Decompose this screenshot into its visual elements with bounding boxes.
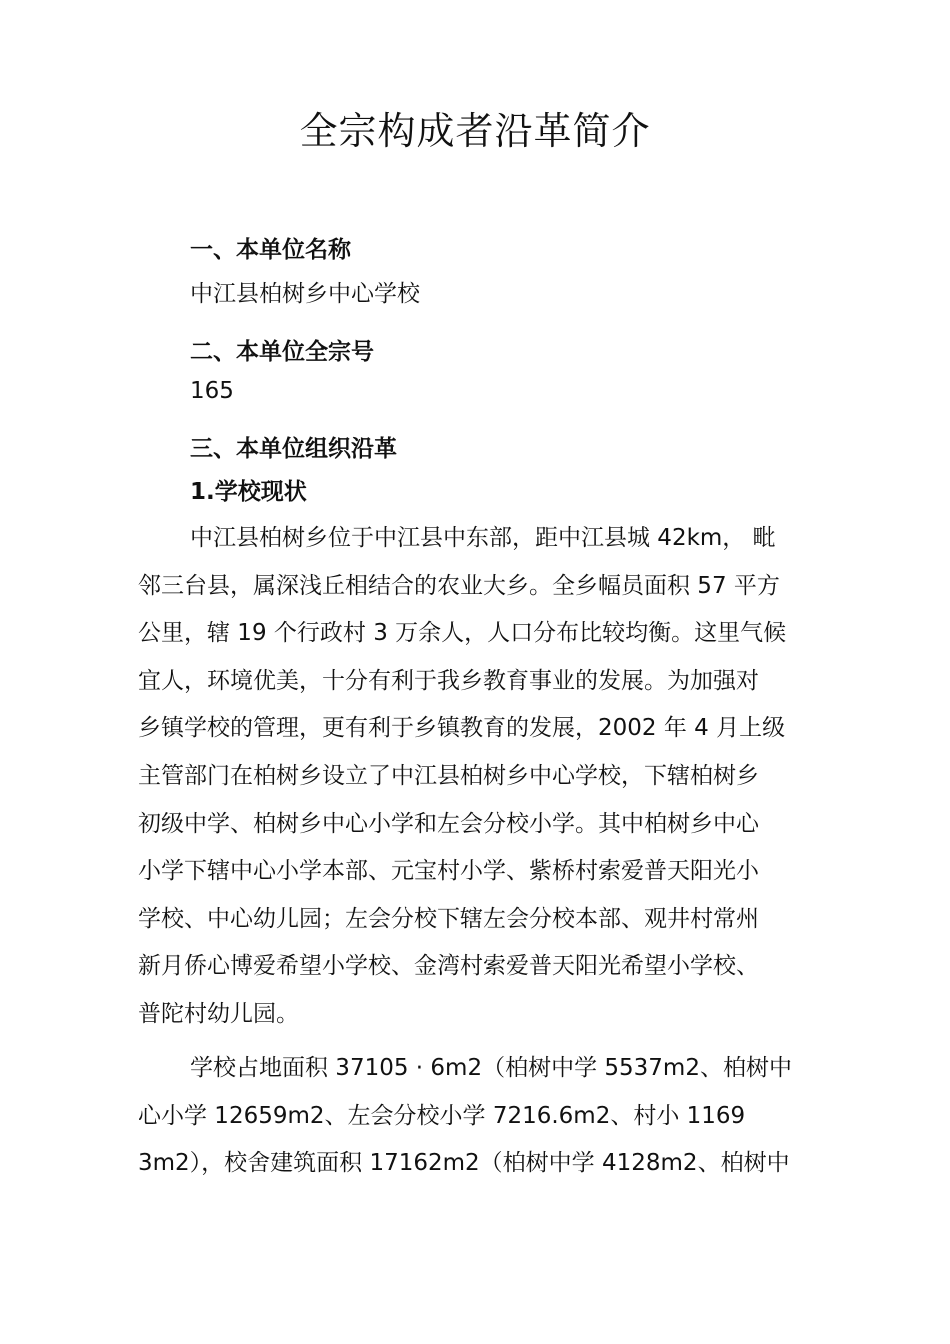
paragraph-school-area	[138, 1045, 818, 1188]
paragraph-line: 中江县柏树乡位于中江县中东部，距中江县城 42km， 毗	[190, 525, 776, 551]
paragraph-line: 邻三台县，属深浅丘相结合的农业大乡。全乡幅员面积 57 平方	[138, 572, 780, 599]
paragraph-line: 3m2），校舍建筑面积 17162m2（柏树中学 4128m2、柏树中	[138, 1150, 790, 1177]
paragraph-line: 学校、中心幼儿园；左会分校下辖左会分校本部、观井村常州	[138, 905, 759, 932]
paragraph-line: 普陀村幼儿园。	[138, 1000, 299, 1027]
paragraph-line: 宜人，环境优美，十分有利于我乡教育事业的发展。为加强对	[138, 667, 759, 694]
paragraph-line: 主管部门在柏树乡设立了中江县柏树乡中心学校，下辖柏树乡	[138, 762, 759, 789]
paragraph-line: 初级中学、柏树乡中心小学和左会分校小学。其中柏树乡中心	[138, 810, 759, 837]
paragraph-line: 学校占地面积 37105 · 6m2（柏树中学 5537m2、柏树中	[190, 1055, 792, 1081]
document-title: 全宗构成者沿革简介	[299, 109, 651, 153]
subheading-school-status: 1.学校现状	[190, 479, 307, 505]
unit-name-value: 中江县柏树乡中心学校	[190, 281, 420, 307]
paragraph-line: 心小学 12659m2、左会分校小学 7216.6m2、村小 1169	[138, 1102, 746, 1129]
section-heading-organization-history: 三、本单位组织沿革	[190, 436, 397, 462]
paragraph-line: 新月侨心博爱希望小学校、金湾村索爱普天阳光希望小学校、	[138, 953, 759, 980]
paragraph-line: 乡镇学校的管理，更有利于乡镇教育的发展，2002 年 4 月上级	[138, 715, 786, 742]
fonds-number-value: 165	[190, 378, 234, 404]
section-heading-unit-name: 一、本单位名称	[190, 237, 351, 263]
section-heading-fonds-number: 二、本单位全宗号	[190, 339, 374, 365]
paragraph-line: 小学下辖中心小学本部、元宝村小学、紫桥村索爱普天阳光小	[138, 858, 759, 885]
paragraph-line: 公里，辖 19 个行政村 3 万余人，人口分布比较均衡。这里气候	[138, 620, 787, 647]
paragraph-school-overview	[138, 515, 818, 1039]
